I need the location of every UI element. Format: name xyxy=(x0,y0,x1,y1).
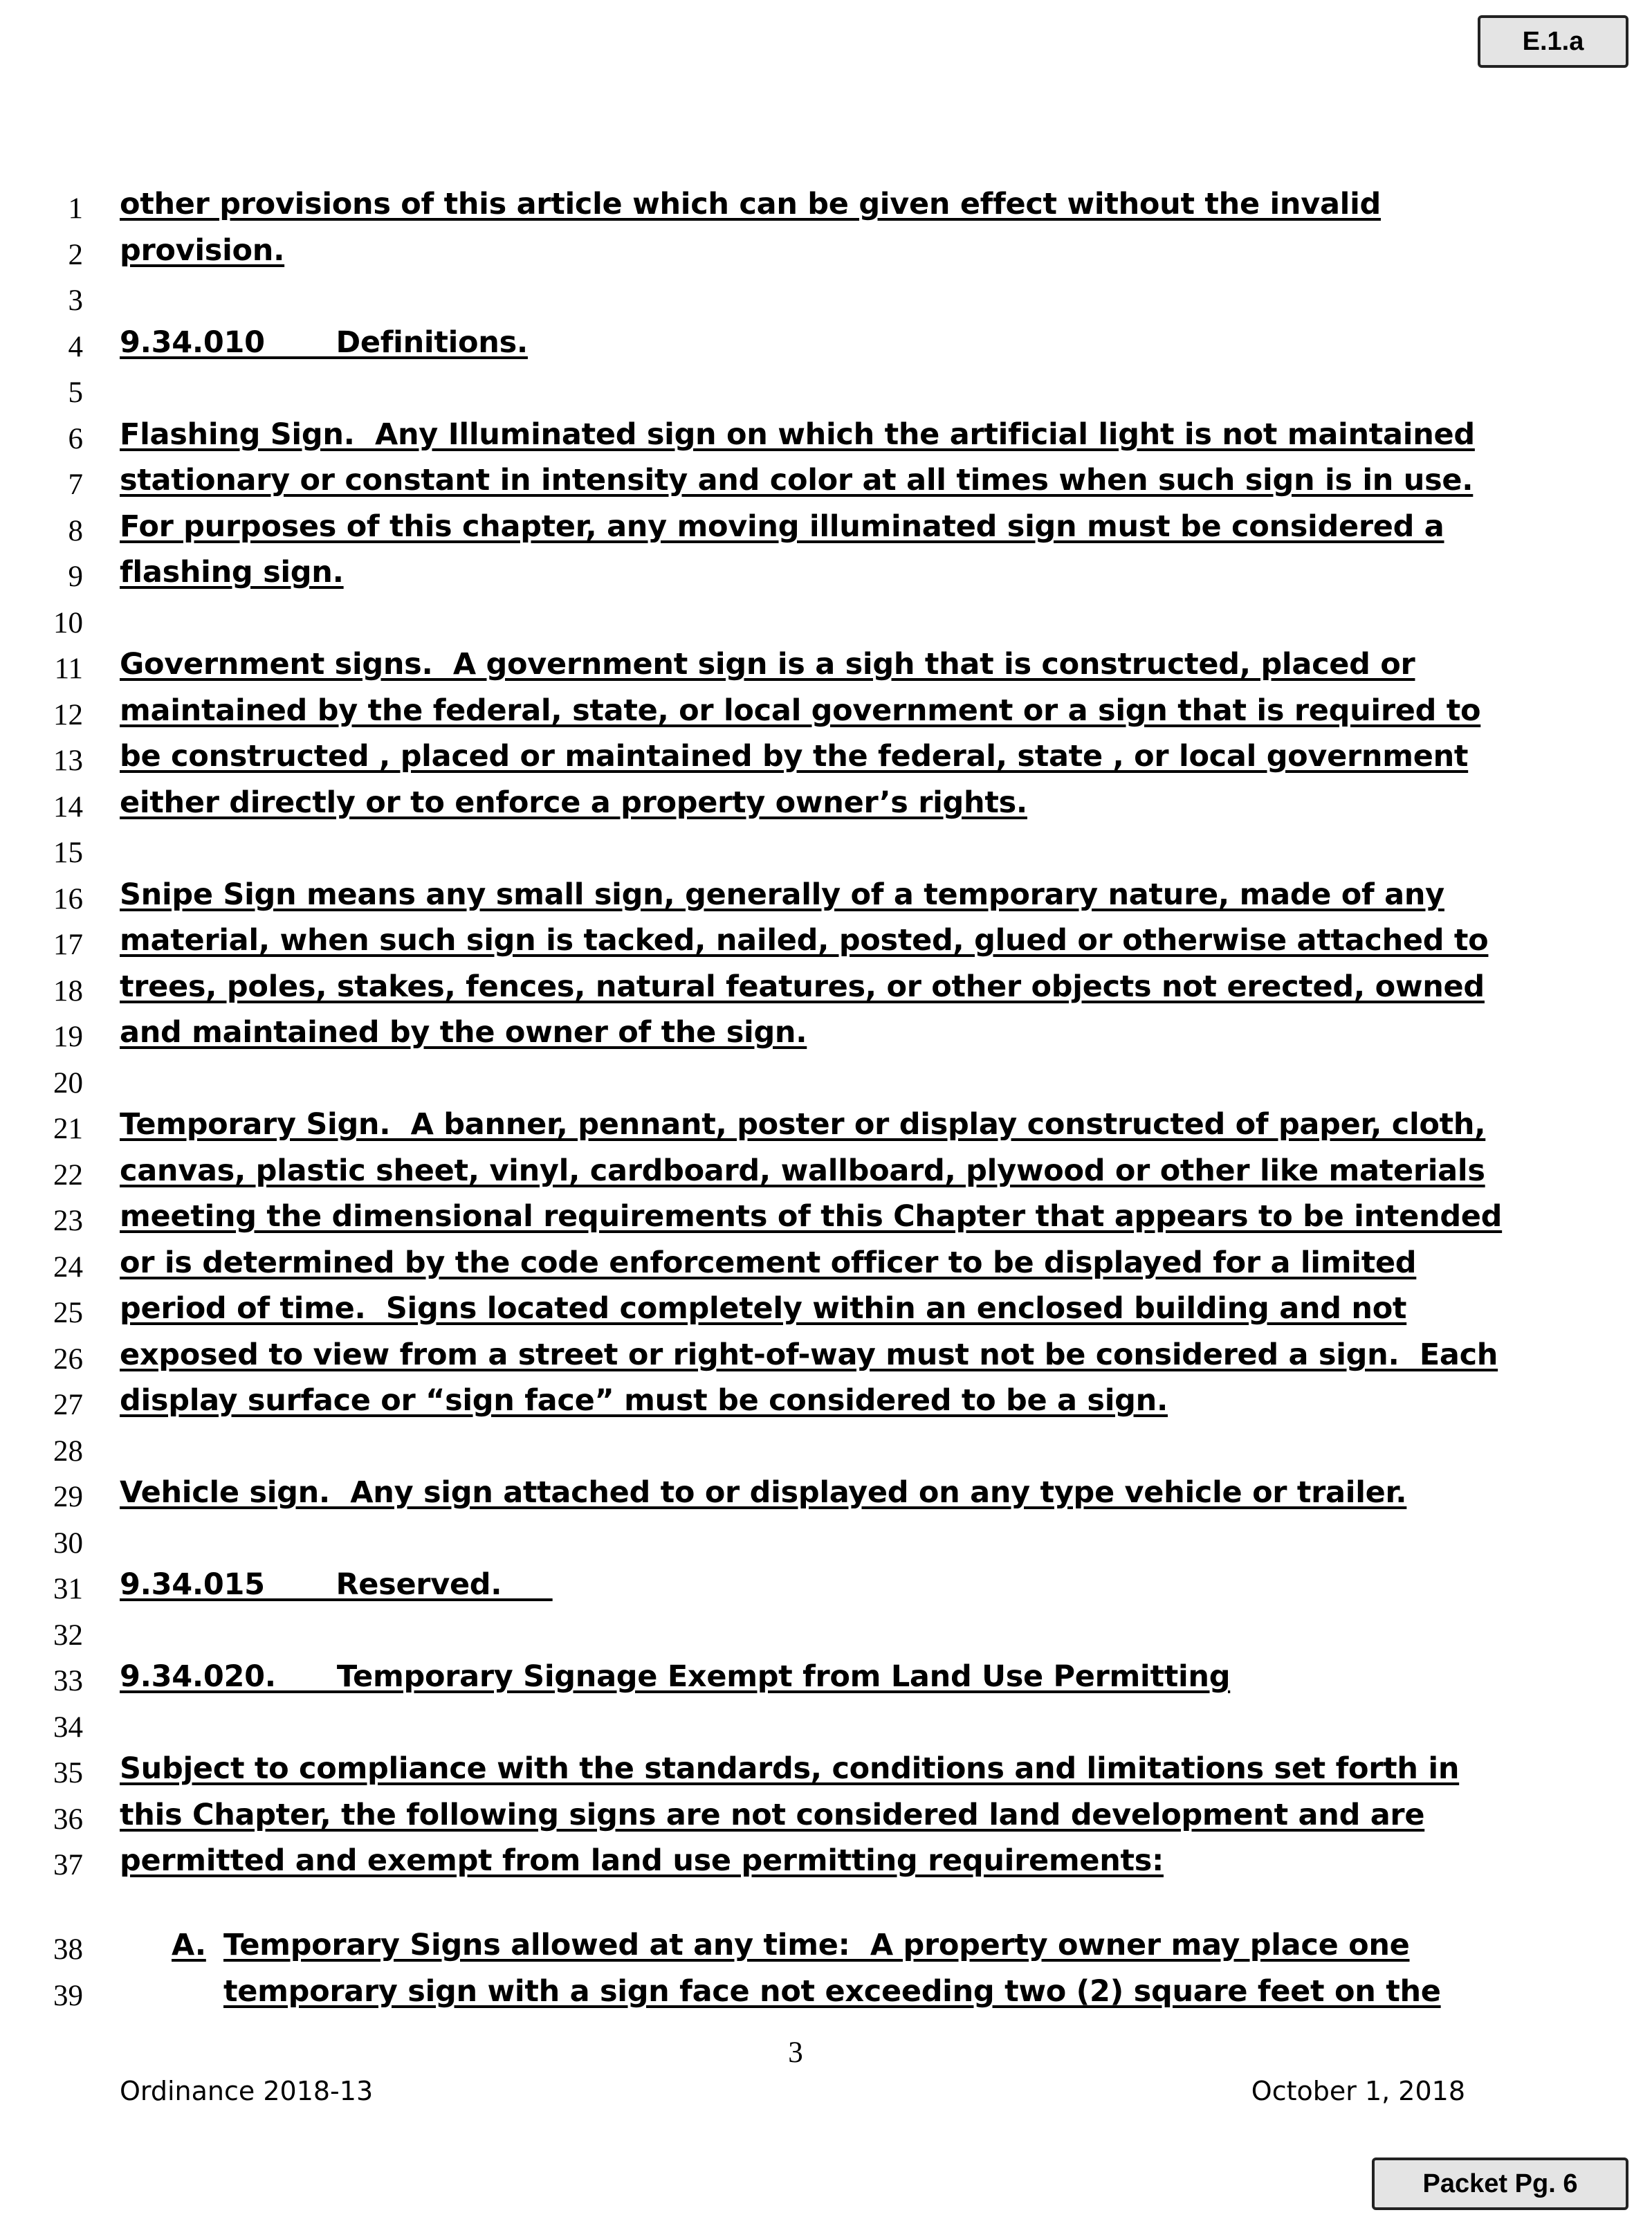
line-text: material, when such sign is tacked, nailed, posted, glued or otherwise attached to xyxy=(120,923,1489,958)
line-number: 4 xyxy=(68,331,83,363)
line-number: 15 xyxy=(53,837,83,869)
line-text: exposed to view from a street or right-of-way must not be considered a sign. Each xyxy=(120,1338,1498,1372)
line-number: 8 xyxy=(68,515,83,547)
line-number: 19 xyxy=(53,1021,83,1053)
line-number: 14 xyxy=(53,791,83,823)
line-text: trees, poles, stakes, fences, natural features, or other objects not erected, owned xyxy=(120,969,1485,1004)
list-item-label: A. xyxy=(172,1928,206,1962)
line-text: or is determined by the code enforcement officer to be displayed for a limited xyxy=(120,1246,1417,1280)
line-text: meeting the dimensional requirements of this Chapter that appears to be intended xyxy=(120,1199,1503,1234)
line-number: 21 xyxy=(53,1113,83,1145)
line-number: 35 xyxy=(53,1757,83,1789)
line-text: 9.34.020. Temporary Signage Exempt from Land Use Permitting xyxy=(120,1659,1231,1694)
line-text: this Chapter, the following signs are not considered land development and are xyxy=(120,1798,1425,1832)
line-number: 1 xyxy=(68,192,83,225)
line-text: and maintained by the owner of the sign. xyxy=(120,1015,807,1050)
line-number: 11 xyxy=(54,653,83,685)
line-number: 28 xyxy=(53,1435,83,1468)
line-text: Snipe Sign means any small sign, generally of a temporary nature, made of any xyxy=(120,877,1444,912)
line-text: period of time. Signs located completely within an enclosed building and not xyxy=(120,1291,1407,1326)
line-text: stationary or constant in intensity and color at all times when such sign is in use. xyxy=(120,463,1474,498)
line-text: be constructed , placed or maintained by the federal, state , or local government xyxy=(120,739,1469,774)
line-text: 9.34.010 Definitions. xyxy=(120,325,528,360)
line-number: 24 xyxy=(53,1251,83,1284)
line-number: 23 xyxy=(53,1205,83,1237)
line-number: 26 xyxy=(53,1343,83,1376)
line-number: 25 xyxy=(53,1297,83,1329)
line-number: 30 xyxy=(53,1527,83,1560)
line-number: 33 xyxy=(53,1665,83,1697)
line-number: 34 xyxy=(53,1711,83,1744)
footer-ordinance: Ordinance 2018-13 xyxy=(120,2076,374,2106)
line-number: 37 xyxy=(53,1849,83,1881)
line-text: provision. xyxy=(120,233,285,268)
line-number: 6 xyxy=(68,423,83,455)
line-text: Subject to compliance with the standards, conditions and limitations set forth in xyxy=(120,1751,1460,1786)
line-text: 9.34.015 Reserved. xyxy=(120,1567,553,1602)
line-number: 31 xyxy=(53,1573,83,1605)
line-number: 39 xyxy=(53,1980,83,2012)
line-number: 38 xyxy=(53,1933,83,1966)
line-text: Flashing Sign. Any Illuminated sign on which the artificial light is not maintained xyxy=(120,417,1475,452)
line-number: 36 xyxy=(53,1803,83,1836)
line-text: display surface or “sign face” must be considered to be a sign. xyxy=(120,1383,1168,1418)
line-number: 16 xyxy=(53,883,83,915)
line-number: 32 xyxy=(53,1619,83,1652)
item-tag: E.1.a xyxy=(1478,15,1628,68)
line-number: 22 xyxy=(53,1159,83,1192)
line-number: 3 xyxy=(68,284,83,317)
line-number: 27 xyxy=(53,1389,83,1421)
line-text: canvas, plastic sheet, vinyl, cardboard, wallboard, plywood or other like materials xyxy=(120,1153,1485,1188)
line-number: 7 xyxy=(68,468,83,501)
packet-page-tag: Packet Pg. 6 xyxy=(1372,2158,1628,2210)
line-number: 9 xyxy=(68,560,83,593)
line-number: 18 xyxy=(53,975,83,1007)
line-text: Government signs. A government sign is a sigh that is constructed, placed or xyxy=(120,647,1415,682)
line-number: 20 xyxy=(53,1067,83,1100)
line-text: either directly or to enforce a property owner’s rights. xyxy=(120,785,1027,820)
line-number: 29 xyxy=(53,1481,83,1513)
line-number: 13 xyxy=(53,745,83,777)
line-text: other provisions of this article which can be given effect without the invalid xyxy=(120,187,1382,221)
line-text: maintained by the federal, state, or local government or a sign that is required to xyxy=(120,693,1481,728)
line-text: Vehicle sign. Any sign attached to or displayed on any type vehicle or trailer. xyxy=(120,1475,1407,1510)
line-text: permitted and exempt from land use permitting requirements: xyxy=(120,1843,1164,1878)
line-number: 12 xyxy=(53,699,83,731)
line-text: flashing sign. xyxy=(120,555,344,590)
list-item-text: Temporary Signs allowed at any time: A property owner may place one xyxy=(223,1928,1410,1962)
line-text: Temporary Sign. A banner, pennant, poster or display constructed of paper, cloth, xyxy=(120,1107,1486,1142)
line-number: 5 xyxy=(68,376,83,409)
list-item-text: temporary sign with a sign face not exceeding two (2) square feet on the xyxy=(223,1974,1441,2009)
line-number: 10 xyxy=(53,607,83,639)
line-number: 2 xyxy=(68,239,83,271)
footer-date: October 1, 2018 xyxy=(1251,2076,1465,2106)
line-text: For purposes of this chapter, any moving illuminated sign must be considered a xyxy=(120,509,1444,544)
page-number: 3 xyxy=(788,2036,803,2069)
line-number: 17 xyxy=(53,929,83,961)
